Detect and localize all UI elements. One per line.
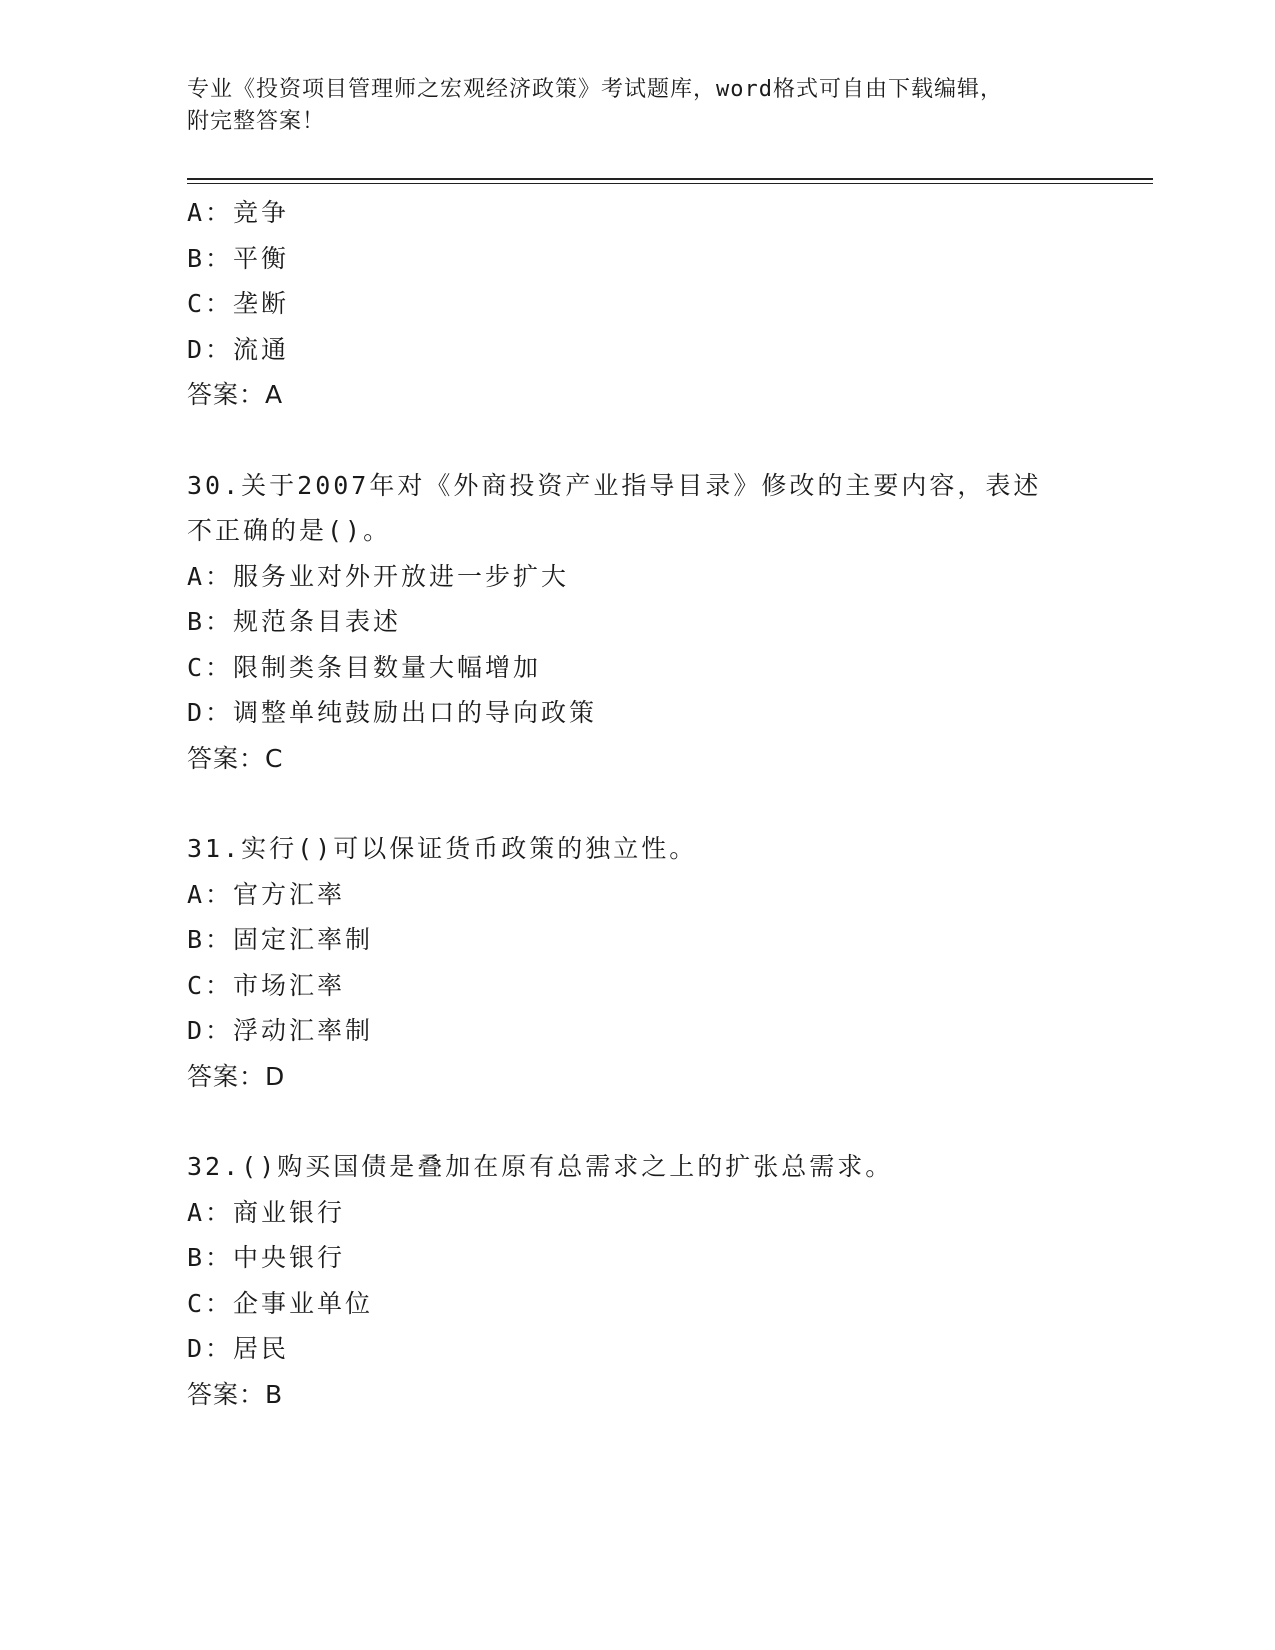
header-divider-thin <box>187 183 1153 184</box>
option-b: B：规范条目表述 <box>187 607 402 636</box>
option-c: C：限制类条目数量大幅增加 <box>187 652 542 682</box>
spacer <box>187 781 1153 826</box>
question-stem-line-1: 32.()购买国债是叠加在原有总需求之上的扩张总需求。 <box>187 1152 894 1181</box>
option-a: A：服务业对外开放进一步扩大 <box>187 561 570 591</box>
option-b: B：固定汇率制 <box>187 925 374 954</box>
option-c: C：企事业单位 <box>187 1288 374 1318</box>
option-a: A：商业银行 <box>187 1197 346 1227</box>
option-d: D：居民 <box>187 1334 290 1363</box>
answer-line: 答案：B <box>187 1379 284 1409</box>
answer-line: 答案：D <box>187 1061 286 1091</box>
option-c: C：市场汇率 <box>187 970 346 1000</box>
question-block-29 <box>187 190 1153 418</box>
option-b: B：中央银行 <box>187 1243 346 1272</box>
question-stem-line-2: 不正确的是()。 <box>187 516 392 545</box>
question-list <box>187 190 1153 1417</box>
option-b: B：平衡 <box>187 243 290 273</box>
header-line-1: 专业《投资项目管理师之宏观经济政策》考试题库，word格式可自由下载编辑， <box>187 77 1003 102</box>
option-d: D：调整单纯鼓励出口的导向政策 <box>187 698 598 727</box>
option-c: C：垄断 <box>187 289 290 318</box>
option-a: A：竞争 <box>187 198 290 227</box>
question-block-32 <box>187 1144 1153 1417</box>
question-stem-line-1: 31.实行()可以保证货币政策的独立性。 <box>187 834 698 863</box>
question-block-30 <box>187 463 1153 782</box>
question-stem-line-1: 30.关于2007年对《外商投资产业指导目录》修改的主要内容，表述 <box>187 470 1042 500</box>
answer-line: 答案：C <box>187 743 284 773</box>
option-a: A：官方汇率 <box>187 879 346 909</box>
question-block-31 <box>187 826 1153 1099</box>
header-line-2: 附完整答案！ <box>187 109 326 134</box>
spacer <box>187 1099 1153 1144</box>
option-d: D：流通 <box>187 334 290 364</box>
option-d: D：浮动汇率制 <box>187 1016 374 1045</box>
spacer <box>187 418 1153 463</box>
answer-line: 答案：A <box>187 380 284 409</box>
document-header <box>187 74 1087 138</box>
header-divider-thick <box>187 178 1153 180</box>
